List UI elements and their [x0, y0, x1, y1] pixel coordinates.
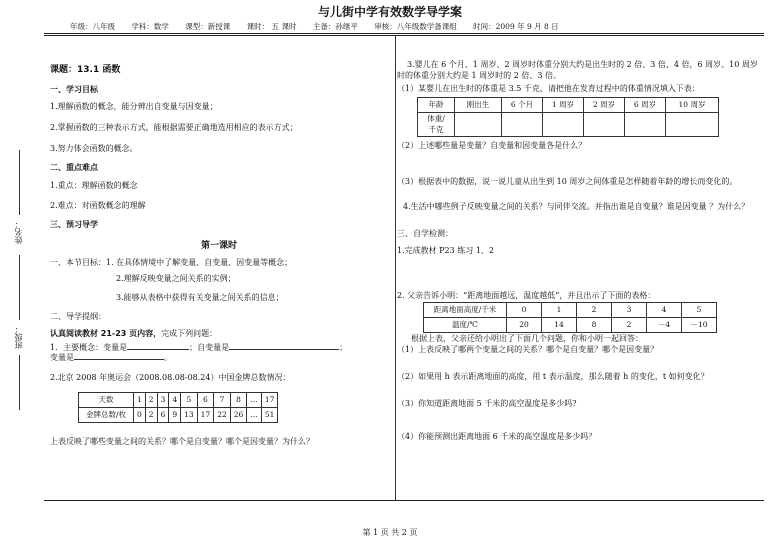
answer-cell[interactable] [584, 113, 625, 136]
table-cell: －10 [682, 318, 717, 333]
table-cell: 8 [230, 393, 247, 408]
table-cell: 0 [134, 408, 146, 423]
exercise-2-q3: （3）你知道距离地面 5 千米的高空温度是多少吗? [397, 398, 577, 408]
reading-rest: 完成下列问题： [161, 328, 218, 338]
table-cell: 3 [612, 303, 647, 318]
baby-question-2: （2）上述哪些量是变量？自变量和因变量各是什么？ [397, 140, 587, 150]
answer-blank[interactable] [74, 359, 164, 360]
table-cell: 1 [542, 303, 577, 318]
left-column [50, 64, 388, 448]
table-cell: 20 [507, 318, 542, 333]
table-cell: 2 [577, 303, 612, 318]
header-rule [44, 33, 764, 34]
author: 主备：孙继平 [312, 22, 358, 31]
answer-cell[interactable] [666, 113, 719, 136]
table-cell: 距离地面高度/千米 [424, 303, 507, 318]
class-label: 班级： [14, 325, 23, 349]
section-keys: 二、重点难点 [50, 163, 98, 173]
olympics-question: 2.北京 2008 年奥运会（2008.08.08-08.24）中国金牌总数情况： [50, 373, 291, 383]
objective-3: 3.能够从表格中获得有关变量之间关系的信息； [116, 293, 284, 303]
date: 时间：2009 年 9 月 8 日 [473, 22, 559, 31]
baby-question: 3.婴儿在 6 个月、1 周岁、2 周岁时体重分别大约是出生时的 2 倍、3 倍、4 倍，6 周岁、10 周岁时的体重分别大约是 1 周岁时的 2 倍、3 倍。 [397, 60, 758, 80]
key-2: 2.难点：对函数概念的理解 [50, 200, 146, 210]
olympics-followup: 上表反映了哪些变量之间的关系？哪个是自变量？哪个是因变量？为什么？ [50, 437, 314, 447]
footer-rule [44, 500, 764, 501]
answer-cell[interactable] [543, 113, 584, 136]
page-title: 与儿街中学有效数学导学案 [317, 5, 462, 19]
self-test-heading: 三、自学检测： [397, 229, 453, 239]
table-cell: 5 [181, 393, 198, 408]
subject: 学科：数学 [131, 22, 169, 31]
exercise-2-q1: （1）上表反映了哪两个变量之间的关系？哪个是自变量？哪个是因变量？ [397, 345, 659, 355]
table-cell: 0 [507, 303, 542, 318]
table-cell: 4 [647, 303, 682, 318]
table-cell: 金牌总数/枚 [79, 408, 134, 423]
weight-table [417, 97, 719, 136]
table-cell: 2 [145, 393, 157, 408]
table-cell: 1 周岁 [543, 98, 584, 113]
right-column [397, 60, 763, 442]
name-label: 姓名： [14, 220, 23, 244]
answer-cell[interactable] [502, 113, 543, 136]
table-cell: 3 [157, 393, 169, 408]
table-cell: 刚出生 [455, 98, 502, 113]
lesson-type: 课型：新授课 [185, 22, 231, 31]
table-cell: 天数 [79, 393, 134, 408]
table-cell: 2 [612, 318, 647, 333]
table-cell: 2 周岁 [584, 98, 625, 113]
binding-line [19, 150, 20, 215]
table-cell: 9 [169, 408, 181, 423]
binding-line [19, 355, 20, 410]
answer-blank[interactable] [127, 349, 189, 350]
exercise-2-intro: 根据上表，父亲还给小明出了下面几个问题，你和小明一起回答： [411, 334, 643, 344]
objective-2: 2.理解反映变量之间关系的实例； [116, 274, 236, 284]
lesson-title: 第一课时 [200, 240, 237, 251]
weight-label-line-2: 千克 [428, 124, 444, 134]
table-cell: 温度/℃ [424, 318, 507, 333]
objective-1: 一、本节目标：1. 在具体情境中了解变量、自变量、因变量等概念； [50, 257, 293, 267]
baby-question-1: （1）某婴儿在出生时的体重是 3.5 千克，请把他在发育过程中的体重情况填入下表： [397, 83, 700, 93]
exercise-2-q4: （4）你能预测出距离地面 6 千米的高空温度是多少吗？ [397, 431, 597, 441]
table-row [418, 98, 719, 113]
baby-question-3: （3）根据表中的数据，说一说儿童从出生到 10 周岁之间体重是怎样随着年龄的增长而变化的。 [397, 177, 738, 187]
temperature-table [423, 302, 717, 333]
table-cell: 17 [261, 393, 278, 408]
side-binding [10, 150, 32, 410]
table-cell: 17 [197, 408, 214, 423]
section-preview: 三、预习导学 [50, 219, 98, 229]
table-row [79, 393, 278, 408]
binding-line [19, 255, 20, 320]
table-row [418, 113, 719, 136]
table-cell: 5 [682, 303, 717, 318]
table-cell: … [247, 408, 262, 423]
table-cell [418, 113, 455, 136]
table-cell: 6 [157, 408, 169, 423]
table-cell: 4 [169, 393, 181, 408]
exercise-2: 2. 父亲告诉小明：“距离地面越远，温度越低”，并且出示了下面的表格： [397, 290, 656, 300]
table-cell: 22 [214, 408, 231, 423]
table-cell: 2 [145, 408, 157, 423]
table-cell: 年龄 [418, 98, 455, 113]
column-divider [395, 36, 396, 500]
table-cell: 6 周岁 [625, 98, 666, 113]
table-cell: 8 [577, 318, 612, 333]
exercise-2-q2: （2）如果用 h 表示距离地面的高度，用 t 表示温度，那么随着 h 的变化，t 如何变化？ [397, 372, 709, 382]
table-cell: 13 [181, 408, 198, 423]
table-cell: 14 [542, 318, 577, 333]
table-cell: 6 [197, 393, 214, 408]
table-row [424, 303, 717, 318]
table-cell: －4 [647, 318, 682, 333]
life-question: 4.生活中哪些例子反映变量之间的关系？与同伴交流。并指出谁是自变量？谁是因变量 ？为什么？ [403, 202, 750, 212]
goal-1: 1.理解函数的概念，能分辨出自变量与因变量； [50, 101, 218, 111]
topic: 课题：13.1 函数 [50, 65, 121, 75]
section-goals: 一、学习目标 [50, 85, 98, 95]
q1-part-d: 变量是 [50, 353, 74, 363]
key-1: 1.重点：理解函数的概念 [50, 181, 138, 191]
answer-cell[interactable] [625, 113, 666, 136]
guide-heading: 二、导学提纲： [50, 312, 106, 322]
table-cell: 6 个月 [502, 98, 543, 113]
table-cell: 7 [214, 393, 231, 408]
table-cell: 51 [261, 408, 278, 423]
concept-question-cont [50, 353, 388, 364]
reading-instruction [50, 329, 388, 340]
hours: 课时： 五 课时 [246, 22, 297, 31]
q1-part-b: ；自变量是 [189, 342, 230, 352]
grade: 年级：八年级 [70, 22, 115, 31]
weight-label-line-1: 体重/ [427, 114, 445, 124]
q1-part-a: 1．主要概念：变量是 [50, 342, 128, 352]
page-footer: 第 1 页 共 2 页 [362, 528, 418, 537]
header-rule-thin [44, 35, 764, 36]
q1-part-c: ； [339, 342, 348, 352]
review: 审核：八年级数学备课组 [374, 22, 457, 31]
table-cell: 26 [230, 408, 247, 423]
header-meta [70, 22, 760, 32]
table-cell: … [247, 393, 262, 408]
table-row [79, 408, 278, 423]
answer-cell[interactable] [455, 113, 502, 136]
reading-bold: 认真阅读教材 21-23 页内容， [50, 328, 162, 338]
q1-part-e: 。 [164, 353, 172, 363]
medal-table [78, 392, 278, 423]
table-cell: 1 [134, 393, 146, 408]
answer-blank[interactable] [229, 349, 339, 350]
exercise-1: 1.完成教材 P23 练习 1、2 [397, 245, 495, 255]
table-cell: 10 周岁 [666, 98, 719, 113]
concept-question [50, 343, 388, 354]
table-row [424, 318, 717, 333]
goal-3: 3.努力体会函数的概念。 [50, 143, 138, 153]
goal-2: 2.掌握函数的三种表示方式，能根据需要正确地选用相应的表示方式； [50, 122, 298, 132]
